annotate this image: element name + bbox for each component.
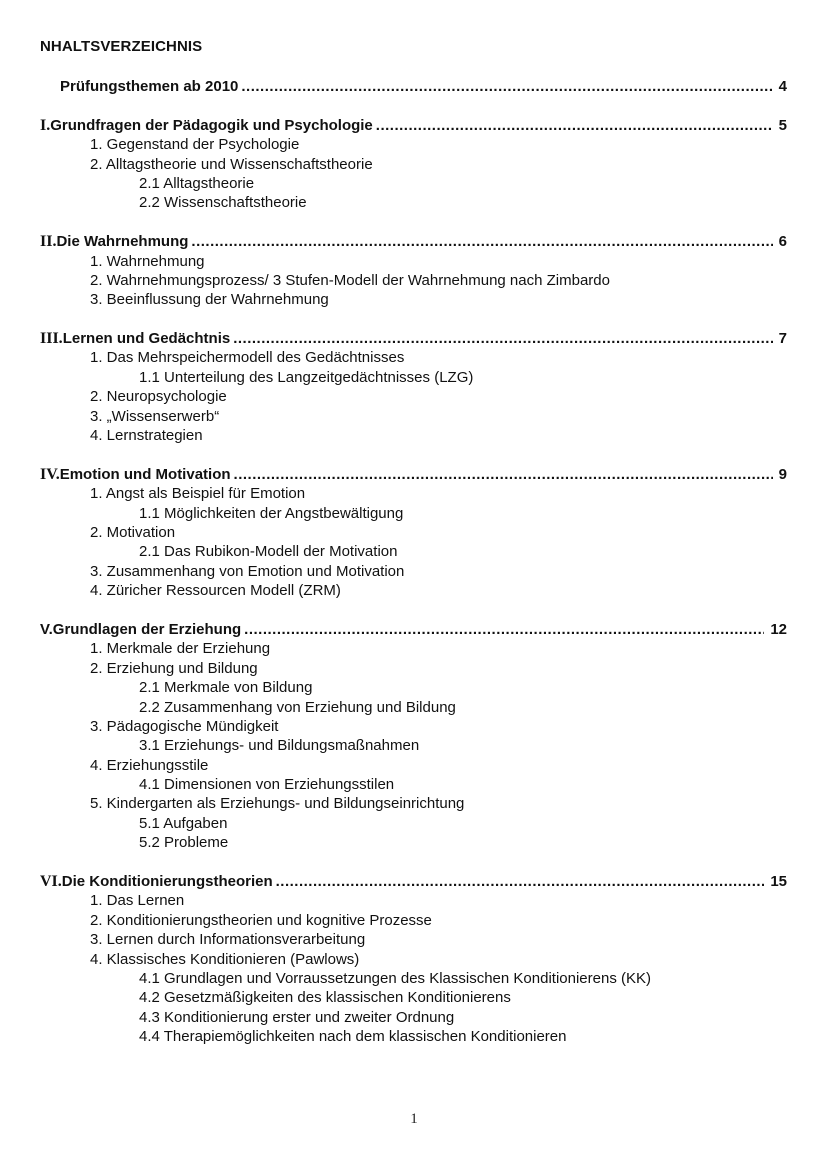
toc-item[interactable]: 3. Pädagogische Mündigkeit [90,717,279,735]
toc-subitem[interactable]: 3.1 Erziehungs- und Bildungsmaßnahmen [139,737,420,755]
section-numeral: V. [40,620,53,638]
toc-item[interactable]: 1. Merkmale der Erziehung [90,640,271,658]
toc-subitem[interactable]: 4.2 Gesetzmäßigkeiten des klassischen Konditionierens [139,989,511,1007]
toc-subitem[interactable]: 4.4 Therapiemöglichkeiten nach dem klassischen Konditionieren [139,1028,567,1046]
toc-section-3[interactable] [0,329,787,348]
page-number: 5 [778,116,787,134]
toc-section-5[interactable] [0,620,787,639]
spacer [0,310,828,329]
spacer [0,213,828,232]
dot-leader [241,77,772,96]
section-title: Die Konditionierungstheorien [61,873,273,891]
toc-subitem[interactable]: 1.1 Möglichkeiten der Angstbewältigung [139,504,404,522]
toc-item[interactable]: 4. Erziehungsstile [90,756,209,774]
toc-section-1[interactable] [0,116,787,135]
toc-item[interactable]: 2. Konditionierungstheorien und kognitive Prozesse [90,911,432,929]
toc-item[interactable]: 2. Neuropsychologie [90,388,227,406]
toc-item[interactable]: 3. Lernen durch Informationsverarbeitung [90,931,366,949]
toc-entry-preface[interactable] [0,77,787,96]
section-numeral: III. [40,330,63,348]
toc-item[interactable]: 3. Zusammenhang von Emotion und Motivation [90,562,405,580]
section-title: Grundfragen der Pädagogik und Psychologie [50,116,373,134]
dot-leader [376,116,773,135]
page-number: 7 [778,330,787,348]
section-title: Die Wahrnehmung [56,233,189,251]
toc-item[interactable]: 1. Das Lernen [90,892,185,910]
spacer [0,601,828,620]
toc-item[interactable]: 3. „Wissenserwerb“ [90,407,220,425]
section-title: Emotion und Motivation [59,465,231,483]
toc-item[interactable]: 1. Wahrnehmung [90,252,205,270]
toc-item[interactable]: 4. Klassisches Konditionieren (Pawlows) [90,950,360,968]
toc-title: NHALTSVERZEICHNIS [40,38,203,55]
toc-item[interactable]: 1. Gegenstand der Psychologie [90,136,300,154]
toc-subitem[interactable]: 1.1 Unterteilung des Langzeitgedächtnisses (LZG) [139,368,474,386]
dot-leader [276,872,765,891]
toc-subitem[interactable]: 4.1 Dimensionen von Erziehungsstilen [139,776,395,794]
toc-item[interactable]: 2. Motivation [90,523,176,541]
toc-subitem[interactable]: 2.1 Alltagstheorie [139,174,255,192]
toc-subitem[interactable]: 4.3 Konditionierung erster und zweiter Ordnung [139,1008,455,1026]
toc-item[interactable]: 2. Alltagstheorie und Wissenschaftstheorie [90,155,373,173]
preface-title: Prüfungsthemen ab 2010 [60,78,239,95]
toc-item[interactable]: 4. Lernstrategien [90,427,203,445]
toc-subitem[interactable]: 5.2 Probleme [139,834,229,852]
section-numeral: II. [40,233,57,251]
page-number: 6 [778,233,787,251]
toc-item[interactable]: 1. Angst als Beispiel für Emotion [90,485,306,503]
toc-subitem[interactable]: 4.1 Grundlagen und Vorraussetzungen des Klassischen Konditionierens (KK) [139,969,651,987]
toc-subitem[interactable]: 5.1 Aufgaben [139,814,228,832]
spacer [0,96,828,115]
dot-leader [233,329,772,348]
toc-subitem[interactable]: 2.1 Das Rubikon-Modell der Motivation [139,543,398,561]
toc-item[interactable]: 3. Beeinflussung der Wahrnehmung [90,291,329,309]
toc-item[interactable]: 2. Erziehung und Bildung [90,659,258,677]
toc-item[interactable]: 5. Kindergarten als Erziehungs- und Bildungseinrichtung [90,795,465,813]
toc-item[interactable]: 2. Wahrnehmungsprozess/ 3 Stufen-Modell der Wahrnehmung nach Zimbardo [90,271,610,289]
table-of-contents [0,77,828,1047]
toc-section-2[interactable] [0,232,787,251]
toc-item[interactable]: 4. Züricher Ressourcen Modell (ZRM) [90,582,341,600]
dot-leader [234,465,773,484]
toc-subitem[interactable]: 2.2 Zusammenhang von Erziehung und Bildung [139,698,456,716]
page-number-footer: 1 [410,1111,418,1127]
dot-leader [191,232,772,251]
page-number: 15 [770,873,787,891]
spacer [0,853,828,872]
spacer [0,445,828,464]
toc-subitem[interactable]: 2.1 Merkmale von Bildung [139,679,313,697]
toc-subitem[interactable]: 2.2 Wissenschaftstheorie [139,194,307,212]
page-number: 12 [770,620,787,638]
section-title: Lernen und Gedächtnis [62,330,231,348]
dot-leader [244,620,764,639]
toc-section-6[interactable] [0,872,787,891]
section-numeral: IV. [40,465,60,483]
page-number: 4 [778,78,787,95]
section-title: Grundlagen der Erziehung [52,620,242,638]
section-numeral: I. [40,116,51,134]
toc-item[interactable]: 1. Das Mehrspeichermodell des Gedächtnisses [90,349,405,367]
section-numeral: VI. [40,873,62,891]
page-number: 9 [778,465,787,483]
toc-section-4[interactable] [0,465,787,484]
